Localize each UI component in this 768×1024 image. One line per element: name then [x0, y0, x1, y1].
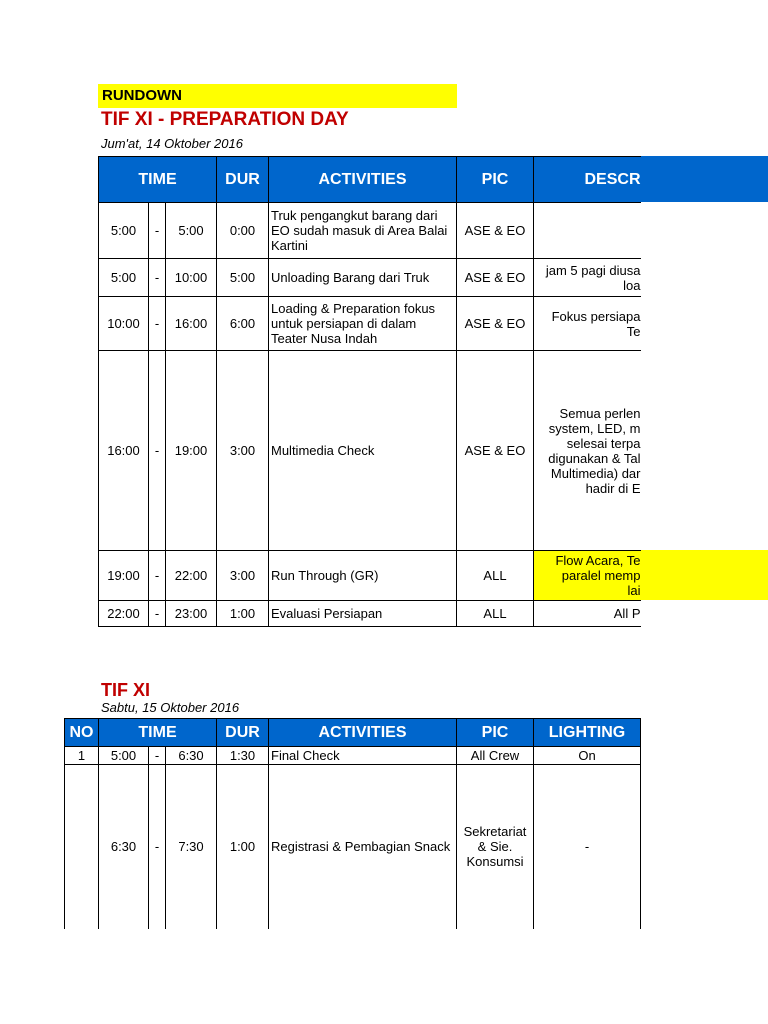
header-pic: PIC [457, 157, 534, 203]
table-header-row [99, 157, 641, 203]
table-row [65, 765, 641, 929]
activity: Loading & Preparation fokus untuk persiapan di dalam Teater Nusa Indah [269, 297, 457, 351]
highlight-overflow-band [640, 550, 768, 600]
pic: All Crew [457, 747, 534, 765]
pic: ALL [457, 551, 534, 601]
end-time: 23:00 [166, 601, 217, 627]
pic: ALL [457, 601, 534, 627]
end-time: 19:00 [166, 351, 217, 551]
header-description: DESCR [534, 157, 641, 203]
day2-date: Sabtu, 15 Oktober 2016 [101, 700, 240, 715]
time-separator: - [149, 203, 166, 259]
lighting: - [534, 765, 641, 929]
time-separator: - [149, 297, 166, 351]
table-row [99, 601, 641, 627]
end-time: 6:30 [166, 747, 217, 765]
end-time: 22:00 [166, 551, 217, 601]
time-separator: - [149, 765, 166, 929]
header-overflow-band [640, 156, 768, 202]
time-separator: - [149, 601, 166, 627]
pic: ASE & EO [457, 203, 534, 259]
header-no: NO [65, 719, 99, 747]
table-row [99, 351, 641, 551]
table-header-row [65, 719, 641, 747]
time-separator: - [149, 259, 166, 297]
activity: Run Through (GR) [269, 551, 457, 601]
start-time: 22:00 [99, 601, 149, 627]
table-row [99, 297, 641, 351]
table-row [65, 747, 641, 765]
duration: 3:00 [217, 351, 269, 551]
end-time: 16:00 [166, 297, 217, 351]
start-time: 16:00 [99, 351, 149, 551]
header-activities: ACTIVITIES [269, 719, 457, 747]
pic: ASE & EO [457, 297, 534, 351]
activity: Final Check [269, 747, 457, 765]
end-time: 5:00 [166, 203, 217, 259]
pic: ASE & EO [457, 351, 534, 551]
description: Flow Acara, Te paralel memp lai [534, 551, 641, 601]
header-lighting: LIGHTING [534, 719, 641, 747]
start-time: 6:30 [99, 765, 149, 929]
duration: 6:00 [217, 297, 269, 351]
duration: 1:30 [217, 747, 269, 765]
header-dur: DUR [217, 719, 269, 747]
header-pic: PIC [457, 719, 534, 747]
start-time: 10:00 [99, 297, 149, 351]
preparation-day-table [98, 156, 641, 627]
time-separator: - [149, 551, 166, 601]
duration: 1:00 [217, 765, 269, 929]
start-time: 5:00 [99, 747, 149, 765]
description: Semua perlen system, LED, m selesai terpa digunakan & Tal Multimedia) dar hadir di E [534, 351, 641, 551]
description: All P [534, 601, 641, 627]
lighting: On [534, 747, 641, 765]
pic: ASE & EO [457, 259, 534, 297]
duration: 1:00 [217, 601, 269, 627]
activity: Truk pengangkut barang dari EO sudah masuk di Area Balai Kartini [269, 203, 457, 259]
table-row [99, 203, 641, 259]
start-time: 19:00 [99, 551, 149, 601]
duration: 5:00 [217, 259, 269, 297]
end-time: 7:30 [166, 765, 217, 929]
table-row [99, 259, 641, 297]
activity: Registrasi & Pembagian Snack [269, 765, 457, 929]
start-time: 5:00 [99, 203, 149, 259]
header-time: TIME [99, 719, 217, 747]
header-time: TIME [99, 157, 217, 203]
row-number: 1 [65, 747, 99, 765]
header-dur: DUR [217, 157, 269, 203]
activity: Unloading Barang dari Truk [269, 259, 457, 297]
start-time: 5:00 [99, 259, 149, 297]
table-row [99, 551, 641, 601]
description: Fokus persiapa Te [534, 297, 641, 351]
description [534, 203, 641, 259]
end-time: 10:00 [166, 259, 217, 297]
page-title: TIF XI - PREPARATION DAY [101, 109, 349, 130]
description: jam 5 pagi diusa loa [534, 259, 641, 297]
activity: Evaluasi Persiapan [269, 601, 457, 627]
event-day-table [64, 718, 641, 929]
day1-date: Jum'at, 14 Oktober 2016 [101, 136, 243, 151]
activity: Multimedia Check [269, 351, 457, 551]
section-title: TIF XI [101, 680, 150, 700]
duration: 0:00 [217, 203, 269, 259]
row-number [65, 765, 99, 929]
time-separator: - [149, 747, 166, 765]
duration: 3:00 [217, 551, 269, 601]
header-activities: ACTIVITIES [269, 157, 457, 203]
pic: Sekretariat & Sie. Konsumsi [457, 765, 534, 929]
rundown-banner: RUNDOWN [98, 84, 457, 108]
time-separator: - [149, 351, 166, 551]
